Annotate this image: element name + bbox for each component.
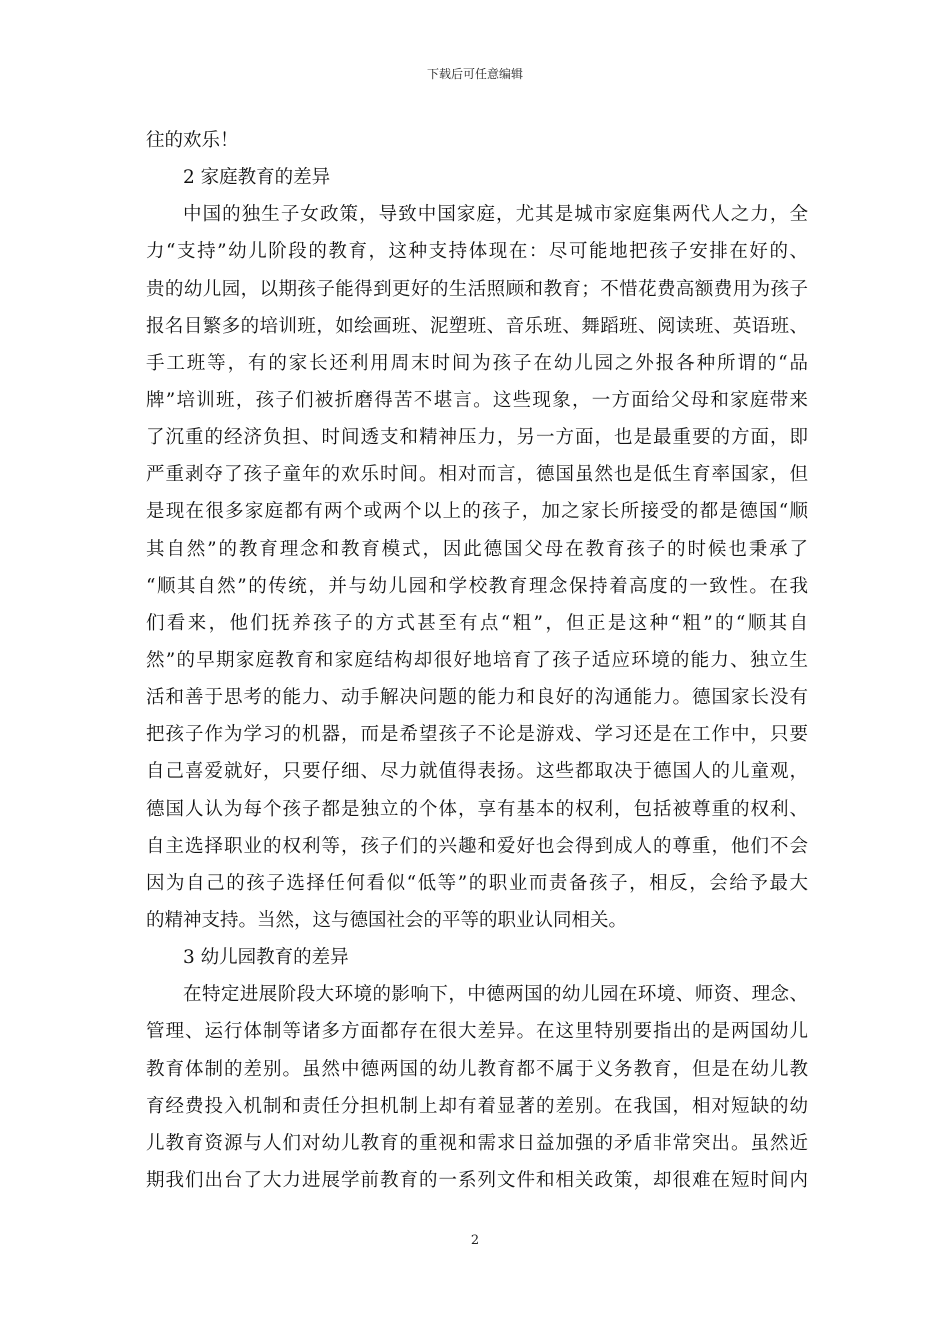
- text-line: 活和善于思考的能力、动手解决问题的能力和良好的沟通能力。德国家长没有: [146, 687, 808, 709]
- text-line: 在特定进展阶段大环境的影响下，中德两国的幼儿园在环境、师资、理念、: [183, 984, 808, 1006]
- text-line: 牌”培训班，孩子们被折磨得苦不堪言。这些现象，一方面给父母和家庭带来: [146, 389, 808, 411]
- text-line: 了沉重的经济负担、时间透支和精神压力，另一方面，也是最重要的方面，即: [146, 427, 808, 449]
- text-line: 力“支持”幼儿阶段的教育，这种支持体现在：尽可能地把孩子安排在好的、: [146, 241, 808, 263]
- text-line: 然”的早期家庭教育和家庭结构却很好地培育了孩子适应环境的能力、独立生: [146, 649, 808, 671]
- text-line: 自主选择职业的权利等，孩子们的兴趣和爱好也会得到成人的尊重，他们不会: [146, 835, 808, 857]
- page-number: 2: [470, 1233, 480, 1248]
- text-line: 往的欢乐！: [146, 130, 239, 151]
- text-line: 德国人认为每个孩子都是独立的个体，享有基本的权利，包括被尊重的权利、: [146, 798, 808, 820]
- text-line: 因为自己的孩子选择任何看似“低等”的职业而责备孩子，相反，会给予最大: [146, 872, 808, 894]
- text-line: “顺其自然”的传统，并与幼儿园和学校教育理念保持着高度的一致性。在我: [146, 575, 808, 597]
- text-line: 中国的独生子女政策，导致中国家庭，尤其是城市家庭集两代人之力，全: [183, 204, 808, 226]
- body-text: [146, 122, 808, 1199]
- text-line: 教育体制的差别。虽然中德两国的幼儿教育都不属于义务教育，但是在幼儿教: [146, 1058, 808, 1080]
- text-line: 把孩子作为学习的机器，而是希望孩子不论是游戏、学习还是在工作中，只要: [146, 724, 808, 746]
- text-line: 其自然”的教育理念和教育模式，因此德国父母在教育孩子的时候也秉承了: [146, 538, 808, 560]
- text-line: 管理、运行体制等诸多方面都存在很大差异。在这里特别要指出的是两国幼儿: [146, 1021, 808, 1043]
- text-line: 手工班等，有的家长还利用周末时间为孩子在幼儿园之外报各种所谓的“品: [146, 352, 808, 374]
- text-line: 自己喜爱就好，只要仔细、尽力就值得表扬。这些都取决于德国人的儿童观，: [146, 761, 808, 783]
- text-line: 严重剥夺了孩子童年的欢乐时间。相对而言，德国虽然也是低生育率国家，但: [146, 464, 808, 486]
- text-line: 贵的幼儿园，以期孩子能得到更好的生活照顾和教育；不惜花费高额费用为孩子: [146, 278, 808, 300]
- text-line: 3 幼儿园教育的差异: [183, 947, 349, 969]
- text-line: 育经费投入机制和责任分担机制上却有着显著的差别。在我国，相对短缺的幼: [146, 1095, 808, 1117]
- text-line: 2 家庭教育的差异: [183, 167, 331, 189]
- text-line: 儿教育资源与人们对幼儿教育的重视和需求日益加强的矛盾非常突出。虽然近: [146, 1132, 808, 1154]
- text-line: 期我们出台了大力进展学前教育的一系列文件和相关政策，却很难在短时间内: [146, 1169, 808, 1191]
- text-line: 的精神支持。当然，这与德国社会的平等的职业认同相关。: [146, 909, 628, 931]
- text-line: 是现在很多家庭都有两个或两个以上的孩子，加之家长所接受的都是德国“顺: [146, 501, 808, 523]
- text-line: 们看来，他们抚养孩子的方式甚至有点“粗”，但正是这种“粗”的“顺其自: [146, 612, 808, 634]
- page-header: 下载后可任意编辑: [426, 67, 523, 81]
- text-line: 报名目繁多的培训班，如绘画班、泥塑班、音乐班、舞蹈班、阅读班、英语班、: [146, 315, 808, 337]
